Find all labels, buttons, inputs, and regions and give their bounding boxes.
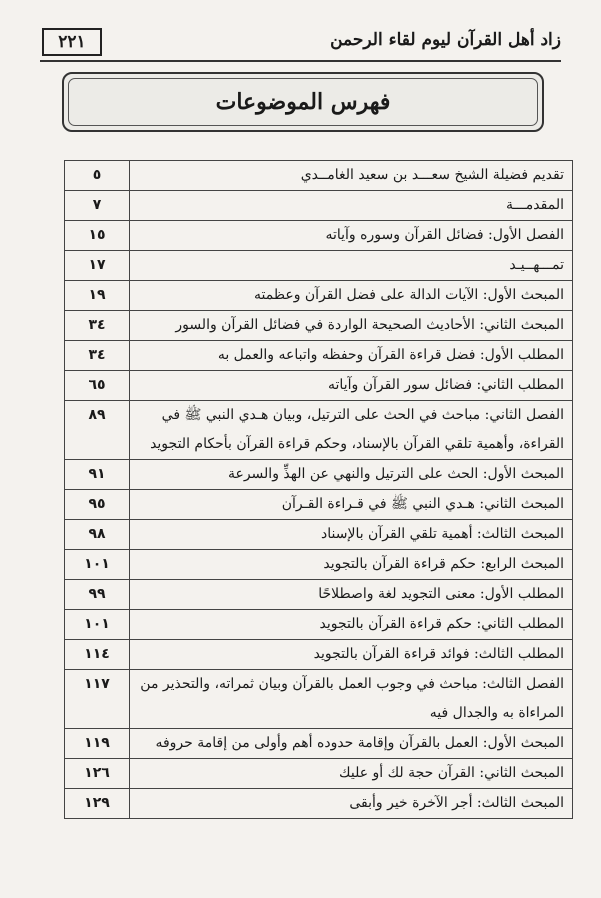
toc-entry-title: المقدمـــة	[130, 191, 573, 221]
toc-entry-title: المبحث الثاني: هـدي النبي ﷺ في قـراءة القـرآن	[130, 490, 573, 520]
toc-entry-title: الفصل الأول: فضائل القرآن وسوره وآياته	[130, 221, 573, 251]
toc-entry-title: الفصل الثالث: مباحث في وجوب العمل بالقرآن وبيان ثمراته، والتحذير من المراءاة به والجدال فيه	[130, 670, 573, 729]
toc-row	[65, 490, 573, 520]
toc-entry-page: ٩٩	[65, 580, 130, 610]
toc-entry-page: ٩١	[65, 460, 130, 490]
toc-row	[65, 670, 573, 729]
toc-entry-title: المطلب الأول: معنى التجويد لغة واصطلاحًا	[130, 580, 573, 610]
index-title-box	[62, 72, 544, 132]
toc-row	[65, 221, 573, 251]
toc-entry-page: ١٠١	[65, 550, 130, 580]
toc-row	[65, 161, 573, 191]
toc-row	[65, 281, 573, 311]
toc-entry-title: المبحث الثالث: أجر الآخرة خير وأبقى	[130, 789, 573, 819]
toc-row	[65, 520, 573, 550]
toc-entry-title: المبحث الثاني: القرآن حجة لك أو عليك	[130, 759, 573, 789]
toc-entry-page: ٩٨	[65, 520, 130, 550]
toc-entry-title: المبحث الثاني: الأحاديث الصحيحة الواردة في فضائل القرآن والسور	[130, 311, 573, 341]
toc-row	[65, 640, 573, 670]
toc-entry-page: ١١٧	[65, 670, 130, 729]
toc-entry-page: ١٩	[65, 281, 130, 311]
toc-row	[65, 371, 573, 401]
running-title: زاد أهل القرآن ليوم لقاء الرحمن	[330, 30, 561, 50]
toc-row	[65, 610, 573, 640]
toc-entry-title: المبحث الرابع: حكم قراءة القرآن بالتجويد	[130, 550, 573, 580]
toc-entry-page: ٦٥	[65, 371, 130, 401]
toc-entry-page: ٩٥	[65, 490, 130, 520]
toc-entry-page: ١٢٦	[65, 759, 130, 789]
toc-row	[65, 311, 573, 341]
toc-entry-title: المبحث الثالث: أهمية تلقي القرآن بالإسناد	[130, 520, 573, 550]
toc-row	[65, 729, 573, 759]
toc-entry-page: ١٢٩	[65, 789, 130, 819]
toc-entry-title: المطلب الثالث: فوائد قراءة القرآن بالتجويد	[130, 640, 573, 670]
toc-entry-title: الفصل الثاني: مباحث في الحث على الترتيل، وبيان هـدي النبي ﷺ في القراءة، وأهمية تلقي القرآن بالإسناد، وحكم قراءة القرآن بأحكام التجويد	[130, 401, 573, 460]
toc-row	[65, 550, 573, 580]
toc-row	[65, 759, 573, 789]
toc-row	[65, 580, 573, 610]
toc-row	[65, 341, 573, 371]
page-header	[40, 28, 561, 58]
toc-entry-page: ٣٤	[65, 311, 130, 341]
toc-entry-title: تمـــهــيـد	[130, 251, 573, 281]
toc-entry-page: ١١٩	[65, 729, 130, 759]
toc-entry-title: المطلب الثاني: حكم قراءة القرآن بالتجويد	[130, 610, 573, 640]
header-rule	[40, 60, 561, 62]
toc-row	[65, 460, 573, 490]
index-title: فهرس الموضوعات	[215, 89, 391, 115]
toc-entry-title: المطلب الثاني: فضائل سور القرآن وآياته	[130, 371, 573, 401]
toc-entry-title: المبحث الأول: الحث على الترتيل والنهي عن الهذِّ والسرعة	[130, 460, 573, 490]
toc-entry-title: تقديم فضيلة الشيخ سعـــد بن سعيد الغامــدي	[130, 161, 573, 191]
toc-entry-page: ٥	[65, 161, 130, 191]
toc-entry-page: ٨٩	[65, 401, 130, 460]
toc-row	[65, 251, 573, 281]
table-of-contents	[64, 160, 573, 819]
toc-row	[65, 191, 573, 221]
toc-row	[65, 789, 573, 819]
toc-entry-page: ١١٤	[65, 640, 130, 670]
toc-entry-page: ١٠١	[65, 610, 130, 640]
toc-entry-page: ١٥	[65, 221, 130, 251]
toc-entry-page: ٧	[65, 191, 130, 221]
toc-entry-page: ٣٤	[65, 341, 130, 371]
toc-row	[65, 401, 573, 460]
toc-entry-title: المبحث الأول: العمل بالقرآن وإقامة حدوده أهم وأولى من إقامة حروفه	[130, 729, 573, 759]
toc-entry-title: المطلب الأول: فضل قراءة القرآن وحفظه واتباعه والعمل به	[130, 341, 573, 371]
page-number: ٢٢١	[42, 28, 102, 56]
toc-entry-page: ١٧	[65, 251, 130, 281]
toc-entry-title: المبحث الأول: الآيات الدالة على فضل القرآن وعظمته	[130, 281, 573, 311]
